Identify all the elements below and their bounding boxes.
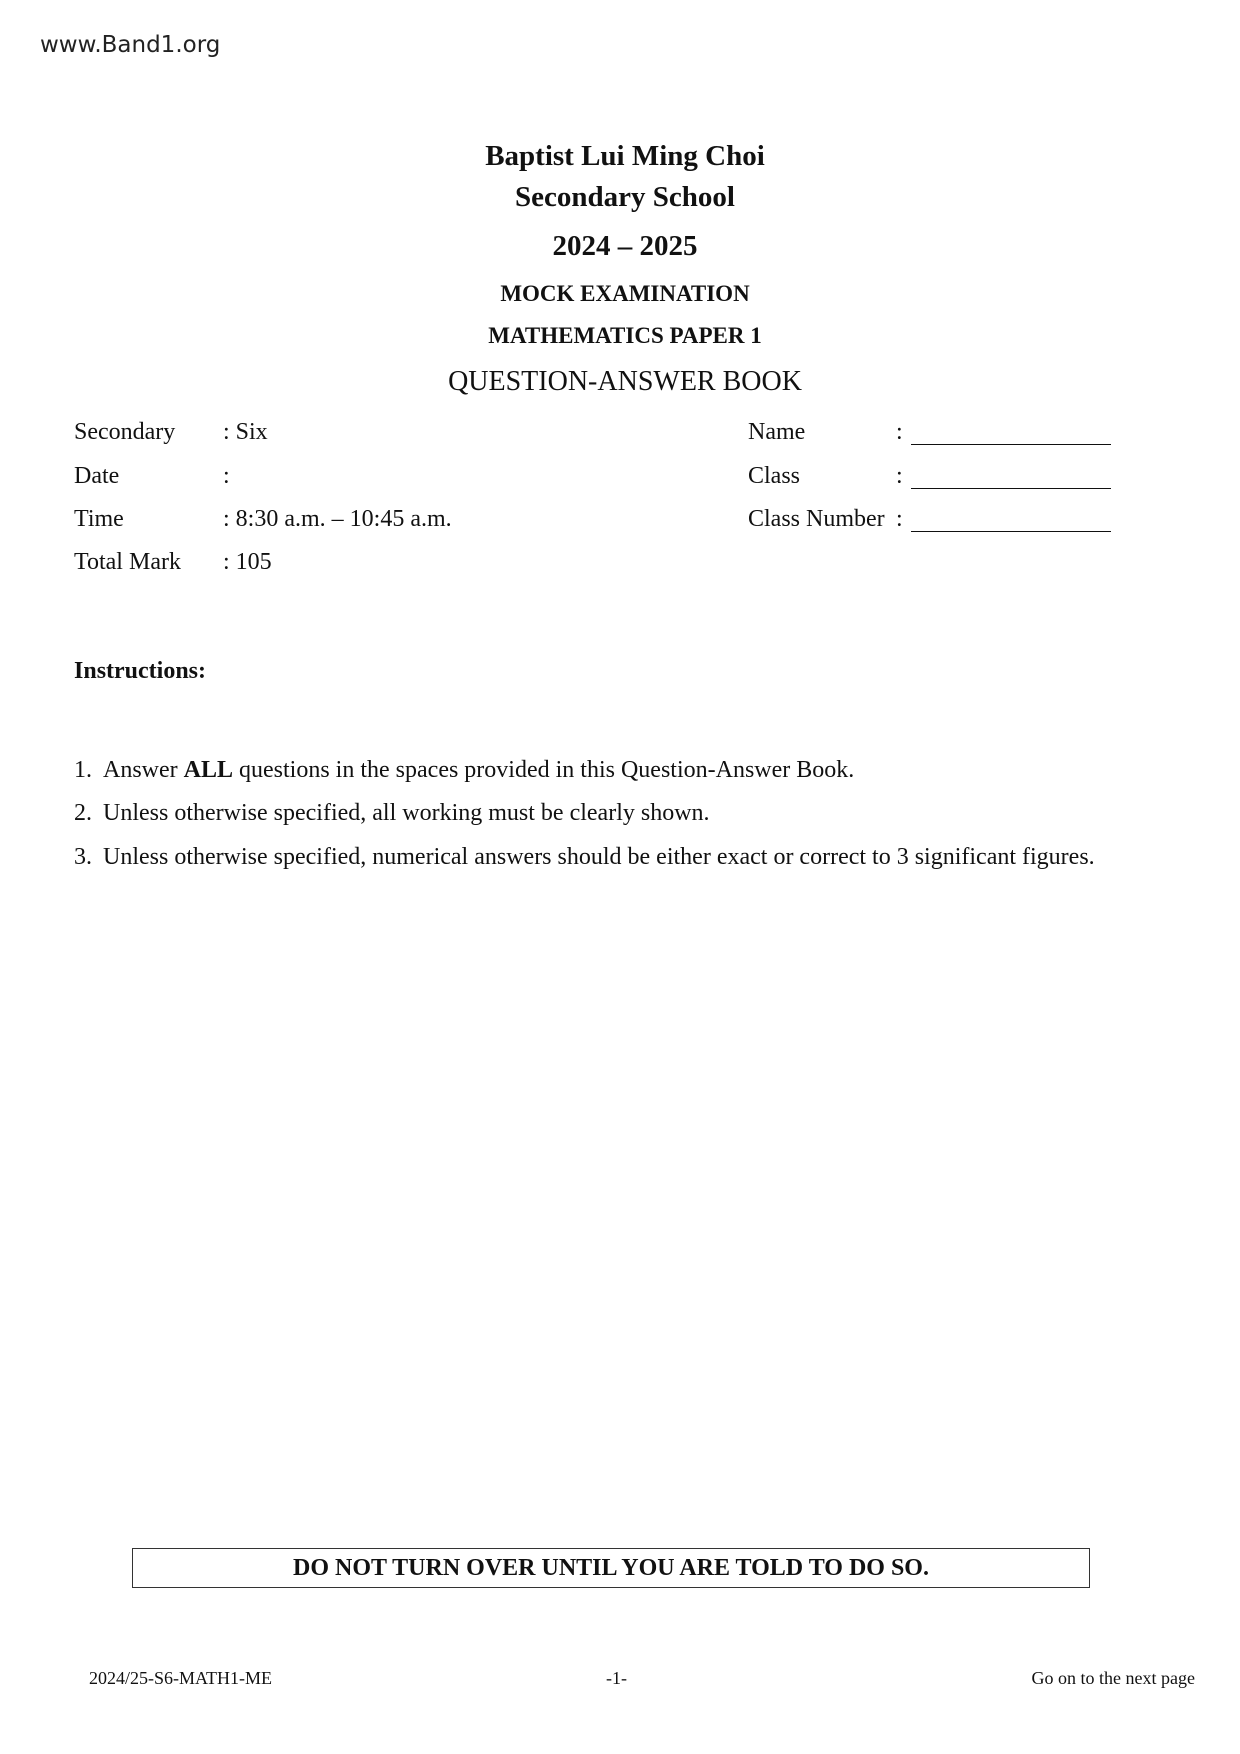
info-label-secondary: Secondary (74, 419, 176, 445)
instruction-item (74, 800, 710, 827)
instruction-text: Answer (103, 757, 184, 783)
school-name-line1: Baptist Lui Ming Choi (485, 140, 765, 172)
class-label: Class (748, 463, 801, 489)
notice-box: DO NOT TURN OVER UNTIL YOU ARE TOLD TO DO SO. (132, 1548, 1090, 1588)
instruction-number: 3. (74, 844, 92, 870)
watermark: www.Band1.org (40, 32, 221, 58)
instruction-text: Unless otherwise specified, numerical answers should be either exact or correct to 3 significant figures. (103, 844, 1095, 870)
name-field[interactable] (911, 424, 1111, 445)
class-number-label: Class Number (748, 506, 885, 532)
footer-page-number: -1- (606, 1668, 627, 1688)
exam-title: MOCK EXAMINATION (500, 281, 750, 306)
info-label-total-mark: Total Mark (74, 549, 181, 575)
info-value-total-mark: : 105 (223, 549, 272, 575)
instructions-title: Instructions: (74, 658, 207, 684)
class-number-field[interactable] (911, 511, 1111, 532)
class-field[interactable] (911, 468, 1111, 489)
instruction-item (74, 844, 1095, 871)
instruction-number: 1. (74, 757, 92, 783)
book-title: QUESTION-ANSWER BOOK (448, 366, 802, 397)
instruction-number: 2. (74, 800, 92, 826)
info-label-date: Date (74, 463, 120, 489)
info-value-secondary: : Six (223, 419, 268, 445)
school-year: 2024 – 2025 (552, 230, 698, 262)
footer-next-page: Go on to the next page (1031, 1668, 1195, 1688)
instruction-emphasis: ALL (183, 757, 234, 783)
name-colon: : (896, 419, 903, 445)
school-name-line2: Secondary School (515, 181, 735, 213)
name-label: Name (748, 419, 806, 445)
footer-code: 2024/25-S6-MATH1-ME (89, 1668, 272, 1688)
info-label-time: Time (74, 506, 124, 532)
class-number-colon: : (896, 506, 903, 532)
instruction-text: Unless otherwise specified, all working must be clearly shown. (103, 800, 710, 826)
info-value-date: : (223, 463, 230, 489)
paper-title: MATHEMATICS PAPER 1 (488, 323, 762, 348)
instruction-item (74, 757, 854, 784)
instruction-text: questions in the spaces provided in this Question-Answer Book. (233, 757, 855, 783)
info-value-time: : 8:30 a.m. – 10:45 a.m. (223, 506, 452, 532)
class-colon: : (896, 463, 903, 489)
